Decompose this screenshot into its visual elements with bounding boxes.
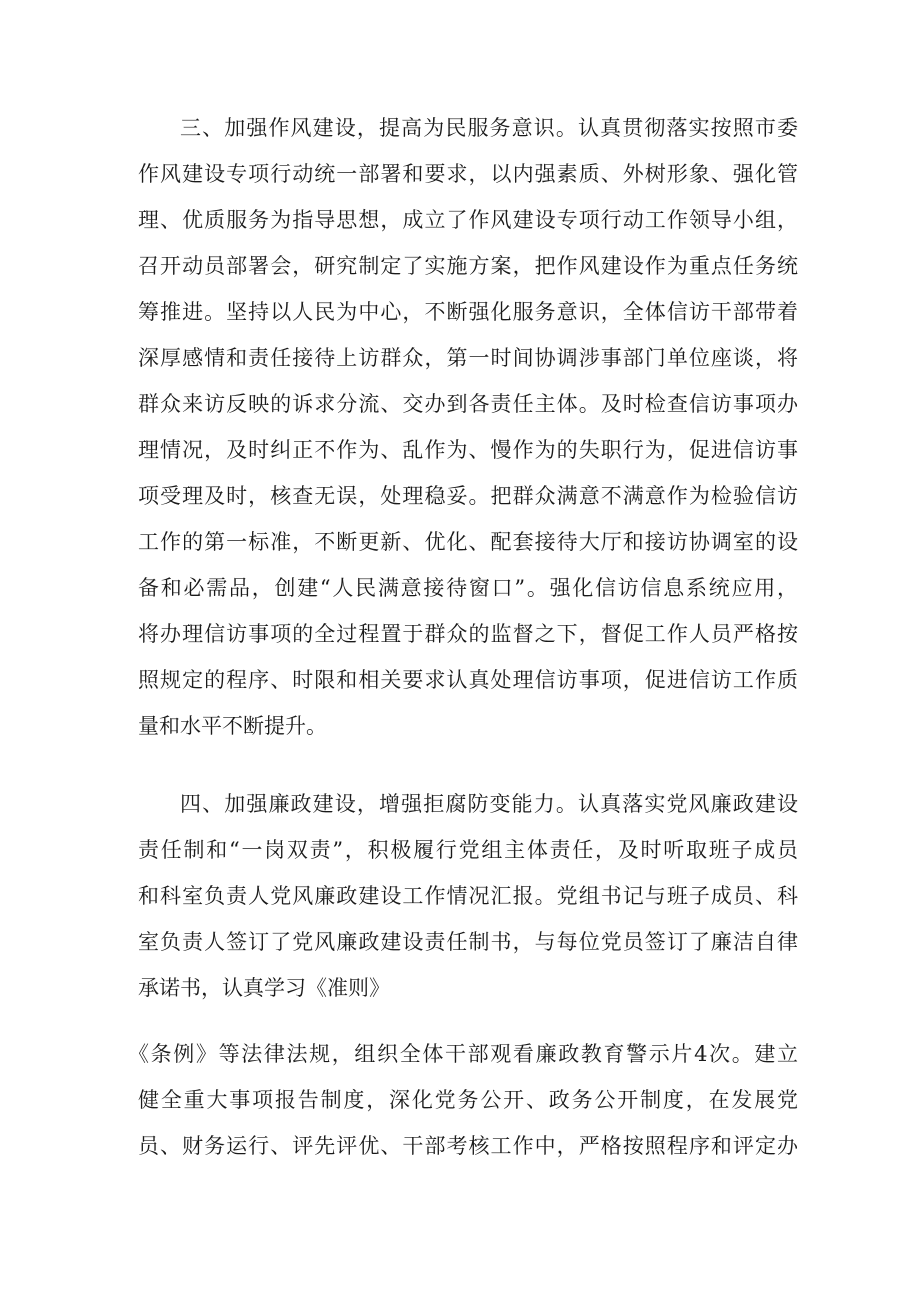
paragraph-line: 责任制和“一岗双责”，积极履行党组主体责任，及时听取班子成员: [138, 838, 798, 862]
paragraph-line: 工作的第一标准，不断更新、优化、配套接待大厅和接访协调室的设: [138, 530, 798, 554]
paragraph-line: 和科室负责人党风廉政建设工作情况汇报。党组书记与班子成员、科: [138, 884, 798, 908]
paragraph-line: 理情况，及时纠正不作为、乱作为、慢作为的失职行为，促进信访事: [138, 438, 798, 462]
paragraph-line: 深厚感情和责任接待上访群众，第一时间协调涉事部门单位座谈，将: [138, 346, 798, 370]
paragraph-line: 作风建设专项行动统一部署和要求，以内强素质、外树形象、强化管: [138, 162, 798, 186]
paragraph-line: 员、财务运行、评先评优、干部考核工作中，严格按照程序和评定办: [138, 1134, 798, 1158]
paragraph-line: 四、加强廉政建设，增强拒腐防变能力。认真落实党风廉政建设: [180, 792, 798, 816]
paragraph-line: 承诺书，认真学习《准则》: [138, 976, 390, 1000]
paragraph-line: 群众来访反映的诉求分流、交办到各责任主体。及时检查信访事项办: [138, 392, 798, 416]
paragraph-line: 健全重大事项报告制度，深化党务公开、政务公开制度，在发展党: [138, 1088, 798, 1112]
paragraph-line: 将办理信访事项的全过程置于群众的监督之下，督促工作人员严格按: [138, 622, 798, 646]
paragraph-line: 筹推进。坚持以人民为中心，不断强化服务意识，全体信访干部带着: [138, 300, 798, 324]
paragraph-line: 项受理及时，核查无误，处理稳妥。把群众满意不满意作为检验信访: [138, 484, 798, 508]
paragraph-line: 室负责人签订了党风廉政建设责任制书，与每位党员签订了廉洁自律: [138, 930, 798, 954]
paragraph-line: 备和必需品，创建“人民满意接待窗口”。强化信访信息系统应用，: [138, 576, 798, 600]
paragraph-line: 理、优质服务为指导思想，成立了作风建设专项行动工作领导小组，: [138, 208, 798, 232]
paragraph-line: 照规定的程序、时限和相关要求认真处理信访事项，促进信访工作质: [138, 668, 798, 692]
paragraph-line: 量和水平不断提升。: [138, 714, 327, 738]
paragraph-line: 三、加强作风建设，提高为民服务意识。认真贯彻落实按照市委: [180, 116, 798, 140]
paragraph-line: 召开动员部署会，研究制定了实施方案，把作风建设作为重点任务统: [138, 254, 798, 278]
paragraph-line: 《条例》等法律法规，组织全体干部观看廉政教育警示片4次。建立: [128, 1042, 798, 1066]
